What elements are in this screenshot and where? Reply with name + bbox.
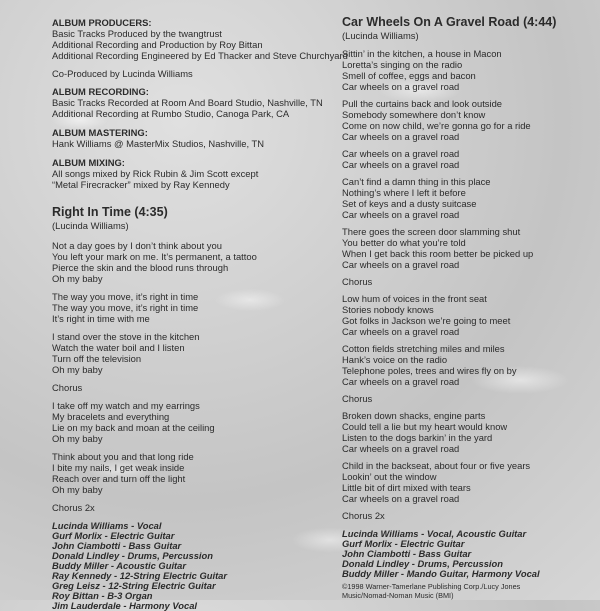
- lyric-line: Reach over and turn off the light: [52, 473, 186, 484]
- lyric-line: Come on now child, we’re gonna go for a ride: [342, 120, 531, 131]
- musician-credit: Donald Lindley - Drums, Percussion: [342, 558, 503, 569]
- lyric-line: Listen to the dogs barkin’ in the yard: [342, 432, 493, 443]
- lyric-line: Got folks in Jackson we’re going to meet: [342, 315, 511, 326]
- lyric-line: Car wheels on a gravel road: [342, 159, 460, 170]
- song-writer: (Lucinda Williams): [52, 220, 129, 231]
- lyric-line: Not a day goes by I don’t think about you: [52, 240, 222, 251]
- lyric-line: Somebody somewhere don’t know: [342, 109, 486, 120]
- lyric-line: I take off my watch and my earrings: [52, 400, 200, 411]
- lyric-line: Car wheels on a gravel road: [342, 131, 460, 142]
- copyright-line: ©1998 Warner-Tamerlane Publishing Corp./Lucy Jones: [342, 582, 521, 591]
- chorus-marker: Chorus: [342, 276, 373, 287]
- lyric-line: Oh my baby: [52, 484, 103, 495]
- lyric-line: Turn off the television: [52, 353, 142, 364]
- mixing-heading: ALBUM MIXING:: [52, 157, 125, 168]
- credit-line: All songs mixed by Rick Rubin & Jim Scott except: [52, 168, 259, 179]
- lyric-line: Car wheels on a gravel road: [342, 81, 460, 92]
- lyric-line: Little bit of dirt mixed with tears: [342, 482, 471, 493]
- lyric-line: Low hum of voices in the front seat: [342, 293, 487, 304]
- chorus-marker: Chorus: [342, 393, 373, 404]
- lyric-line: Loretta’s singing on the radio: [342, 59, 463, 70]
- lyric-line: Car wheels on a gravel road: [342, 259, 460, 270]
- lyric-line: Sittin’ in the kitchen, a house in Macon: [342, 48, 502, 59]
- lyric-line: I bite my nails, I get weak inside: [52, 462, 185, 473]
- lyric-line: Hank’s voice on the radio: [342, 354, 448, 365]
- musician-credit: Donald Lindley - Drums, Percussion: [52, 550, 213, 561]
- musician-credit: Lucinda Williams - Vocal, Acoustic Guitar: [342, 528, 527, 539]
- musician-credit: Ray Kennedy - 12-String Electric Guitar: [52, 570, 228, 581]
- lyric-line: Oh my baby: [52, 433, 103, 444]
- lyric-line: Car wheels on a gravel road: [342, 443, 460, 454]
- mastering-heading: ALBUM MASTERING:: [52, 127, 148, 138]
- recording-heading: ALBUM RECORDING:: [52, 86, 149, 97]
- musician-credit: Gurf Morlix - Electric Guitar: [342, 538, 465, 549]
- credit-line: Basic Tracks Produced by the twangtrust: [52, 28, 222, 39]
- lyric-line: Telephone poles, trees and wires fly on by: [342, 365, 517, 376]
- lyric-line: You better do what you’re told: [342, 237, 466, 248]
- lyric-line: Smell of coffee, eggs and bacon: [342, 70, 476, 81]
- lyric-line: Stories nobody knows: [342, 304, 434, 315]
- lyric-line: Car wheels on a gravel road: [342, 326, 460, 337]
- lyric-line: The way you move, it’s right in time: [52, 291, 199, 302]
- musician-credit: Gurf Morlix - Electric Guitar: [52, 530, 175, 541]
- chorus-marker: Chorus 2x: [342, 510, 385, 521]
- lyric-line: It’s right in time with me: [52, 313, 150, 324]
- lyric-line: Car wheels on a gravel road: [342, 493, 460, 504]
- chorus-marker: Chorus: [52, 382, 83, 393]
- credit-line: Additional Recording at Rumbo Studio, Canoga Park, CA: [52, 108, 290, 119]
- lyric-line: Pull the curtains back and look outside: [342, 98, 502, 109]
- lyric-line: There goes the screen door slamming shut: [342, 226, 521, 237]
- song-title: Right In Time (4:35): [52, 205, 168, 219]
- lyric-line: Could tell a lie but my heart would know: [342, 421, 508, 432]
- lyric-line: Set of keys and a dusty suitcase: [342, 198, 477, 209]
- lyric-line: Car wheels on a gravel road: [342, 209, 460, 220]
- musician-credit: John Ciambotti - Bass Guitar: [342, 548, 472, 559]
- lyric-line: I stand over the stove in the kitchen: [52, 331, 200, 342]
- lyric-line: The way you move, it’s right in time: [52, 302, 199, 313]
- musician-credit: Roy Bittan - B-3 Organ: [52, 590, 153, 601]
- credit-line: Hank Williams @ MasterMix Studios, Nashville, TN: [52, 138, 264, 149]
- lyric-line: Child in the backseat, about four or five years: [342, 460, 531, 471]
- chorus-marker: Chorus 2x: [52, 502, 95, 513]
- lyric-line: Oh my baby: [52, 273, 103, 284]
- credit-line: Co-Produced by Lucinda Williams: [52, 68, 193, 79]
- musician-credit: Jim Lauderdale - Harmony Vocal: [52, 600, 198, 611]
- credit-line: Additional Recording and Production by Roy Bittan: [52, 39, 263, 50]
- lyric-line: Broken down shacks, engine parts: [342, 410, 486, 421]
- lyric-line: My bracelets and everything: [52, 411, 170, 422]
- lyric-line: Watch the water boil and I listen: [52, 342, 185, 353]
- song-title: Car Wheels On A Gravel Road (4:44): [342, 15, 557, 29]
- lyric-line: You left your mark on me. It’s permanent, a tattoo: [52, 251, 257, 262]
- producers-heading: ALBUM PRODUCERS:: [52, 17, 152, 28]
- lyric-line: Cotton fields stretching miles and miles: [342, 343, 505, 354]
- credit-line: Basic Tracks Recorded at Room And Board Studio, Nashville, TN: [52, 97, 323, 108]
- lyric-line: Lookin’ out the window: [342, 471, 437, 482]
- lyric-line: Car wheels on a gravel road: [342, 148, 460, 159]
- lyric-line: When I get back this room better be picked up: [342, 248, 534, 259]
- lyric-line: Lie on my back and moan at the ceiling: [52, 422, 215, 433]
- musician-credit: Buddy Miller - Acoustic Guitar: [52, 560, 187, 571]
- musician-credit: John Ciambotti - Bass Guitar: [52, 540, 182, 551]
- musician-credit: Lucinda Williams - Vocal: [52, 520, 162, 531]
- lyric-line: Can’t find a damn thing in this place: [342, 176, 491, 187]
- lyric-line: Pierce the skin and the blood runs through: [52, 262, 229, 273]
- lyric-line: Nothing’s where I left it before: [342, 187, 466, 198]
- musician-credit: Greg Leisz - 12-String Electric Guitar: [52, 580, 216, 591]
- song-writer: (Lucinda Williams): [342, 30, 419, 41]
- credit-line: “Metal Firecracker” mixed by Ray Kennedy: [52, 179, 230, 190]
- copyright-line: Music/Nomad-Noman Music (BMI): [342, 591, 454, 600]
- lyric-line: Think about you and that long ride: [52, 451, 194, 462]
- lyric-line: Car wheels on a gravel road: [342, 376, 460, 387]
- lyric-line: Oh my baby: [52, 364, 103, 375]
- musician-credit: Buddy Miller - Mando Guitar, Harmony Vocal: [342, 568, 540, 579]
- credit-line: Additional Recording Engineered by Ed Thacker and Steve Churchyard: [52, 50, 348, 61]
